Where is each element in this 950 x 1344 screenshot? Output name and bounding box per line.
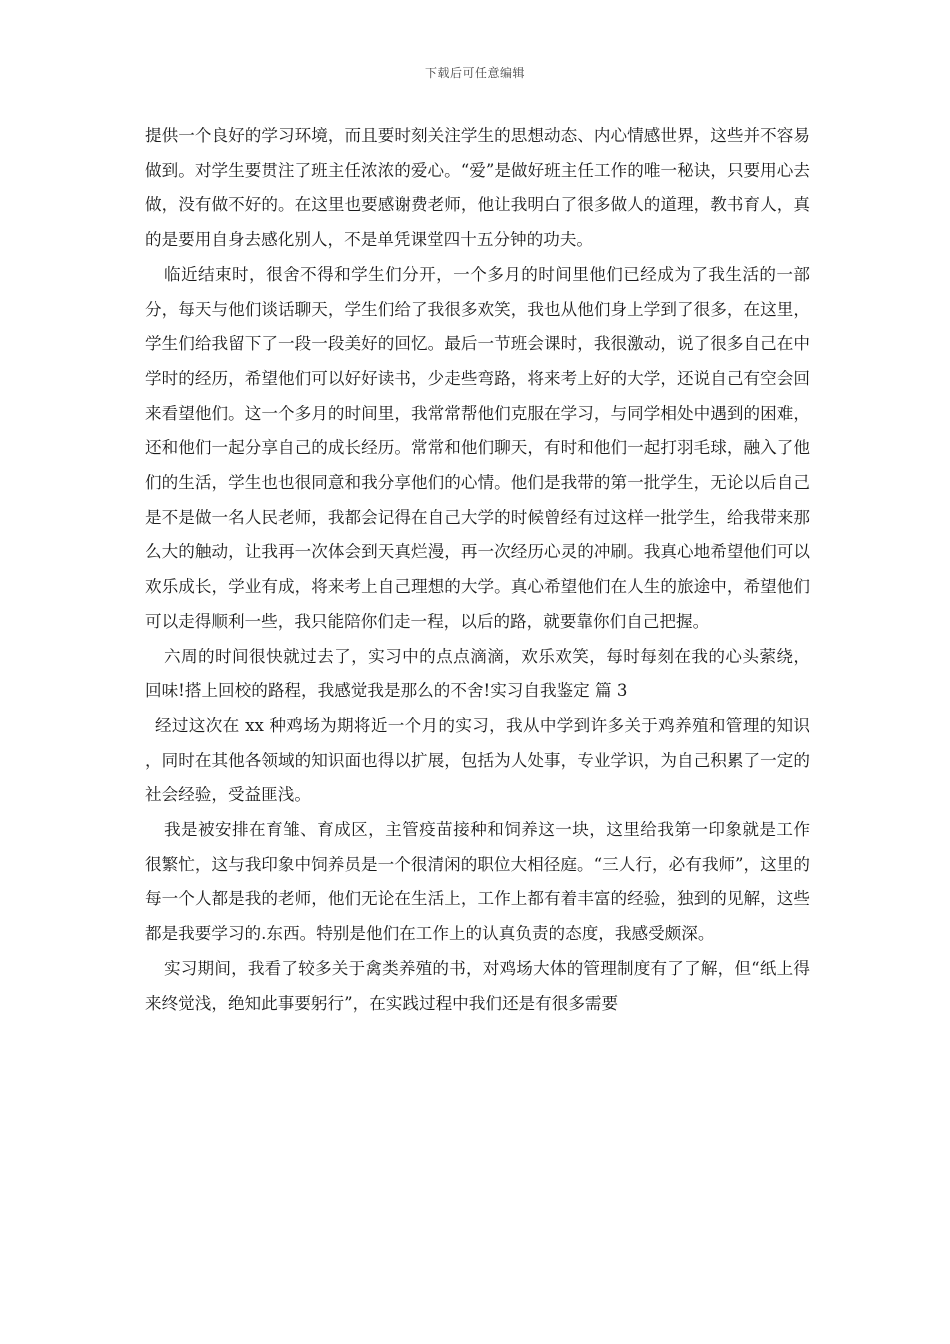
- paragraph-5: 我是被安排在育雏、育成区，主管疫苗接种和饲养这一块，这里给我第一印象就是工作很繁忙，这与我印象中饲养员是一个很清闲的职位大相径庭。“三人行，必有我师”，这里的每一个人都是我的老师，他们无论在生活上，工作上都有着丰富的经验，独到的见解，这些都是我要学习的.东西。特别是他们在工作上的认真负责的态度，我感受颇深。: [145, 820, 810, 944]
- paragraph-1: 提供一个良好的学习环境，而且要时刻关注学生的思想动态、内心情感世界，这些并不容易做到。对学生要贯注了班主任浓浓的爱心。“爱”是做好班主任工作的唯一秘诀，只要用心去做，没有做不好的。在这里也要感谢费老师，他让我明白了很多做人的道理，教书育人，真的是要用自身去感化别人，不是单凭课堂四十五分钟的功夫。: [145, 126, 810, 250]
- document-body: [145, 119, 810, 1021]
- paragraph-4: 经过这次在 xx 种鸡场为期将近一个月的实习，我从中学到许多关于鸡养殖和管理的知识，同时在其他各领域的知识面也得以扩展，包括为人处事，专业学识，为自己积累了一定的社会经验，受益匪浅。: [145, 715, 810, 805]
- page-header: 下载后可任意编辑: [424, 66, 525, 80]
- paragraph-6: 实习期间，我看了较多关于禽类养殖的书，对鸡场大体的管理制度有了了解，但“纸上得来终觉浅，绝知此事要躬行”，在实践过程中我们还是有很多需要: [145, 958, 810, 1013]
- paragraph-3: 六周的时间很快就过去了，实习中的点点滴滴，欢乐欢笑，每时每刻在我的心头萦绕，回味!搭上回校的路程，我感觉我是那么的不舍!实习自我鉴定 篇 3: [145, 646, 810, 701]
- paragraph-2: 临近结束时，很舍不得和学生们分开，一个多月的时间里他们已经成为了我生活的一部分，每天与他们谈话聊天，学生们给了我很多欢笑，我也从他们身上学到了很多，在这里，学生们给我留下了一段一段美好的回忆。最后一节班会课时，我很激动，说了很多自己在中学时的经历，希望他们可以好好读书，少走些弯路，将来考上好的大学，还说自己有空会回来看望他们。这一个多月的时间里，我常常帮他们克服在学习，与同学相处中遇到的困难，还和他们一起分享自己的成长经历。常常和他们聊天，有时和他们一起打羽毛球，融入了他们的生活，学生也也很同意和我分享他们的心情。他们是我带的第一批学生，无论以后自己是不是做一名人民老师，我都会记得在自己大学的时候曾经有过这样一批学生，给我带来那么大的触动，让我再一次体会到天真烂漫，再一次经历心灵的冲刷。我真心地希望他们可以欢乐成长，学业有成，将来考上自己理想的大学。真心希望他们在人生的旅途中，希望他们可以走得顺利一些，我只能陪你们走一程，以后的路，就要靠你们自己把握。: [145, 264, 810, 631]
